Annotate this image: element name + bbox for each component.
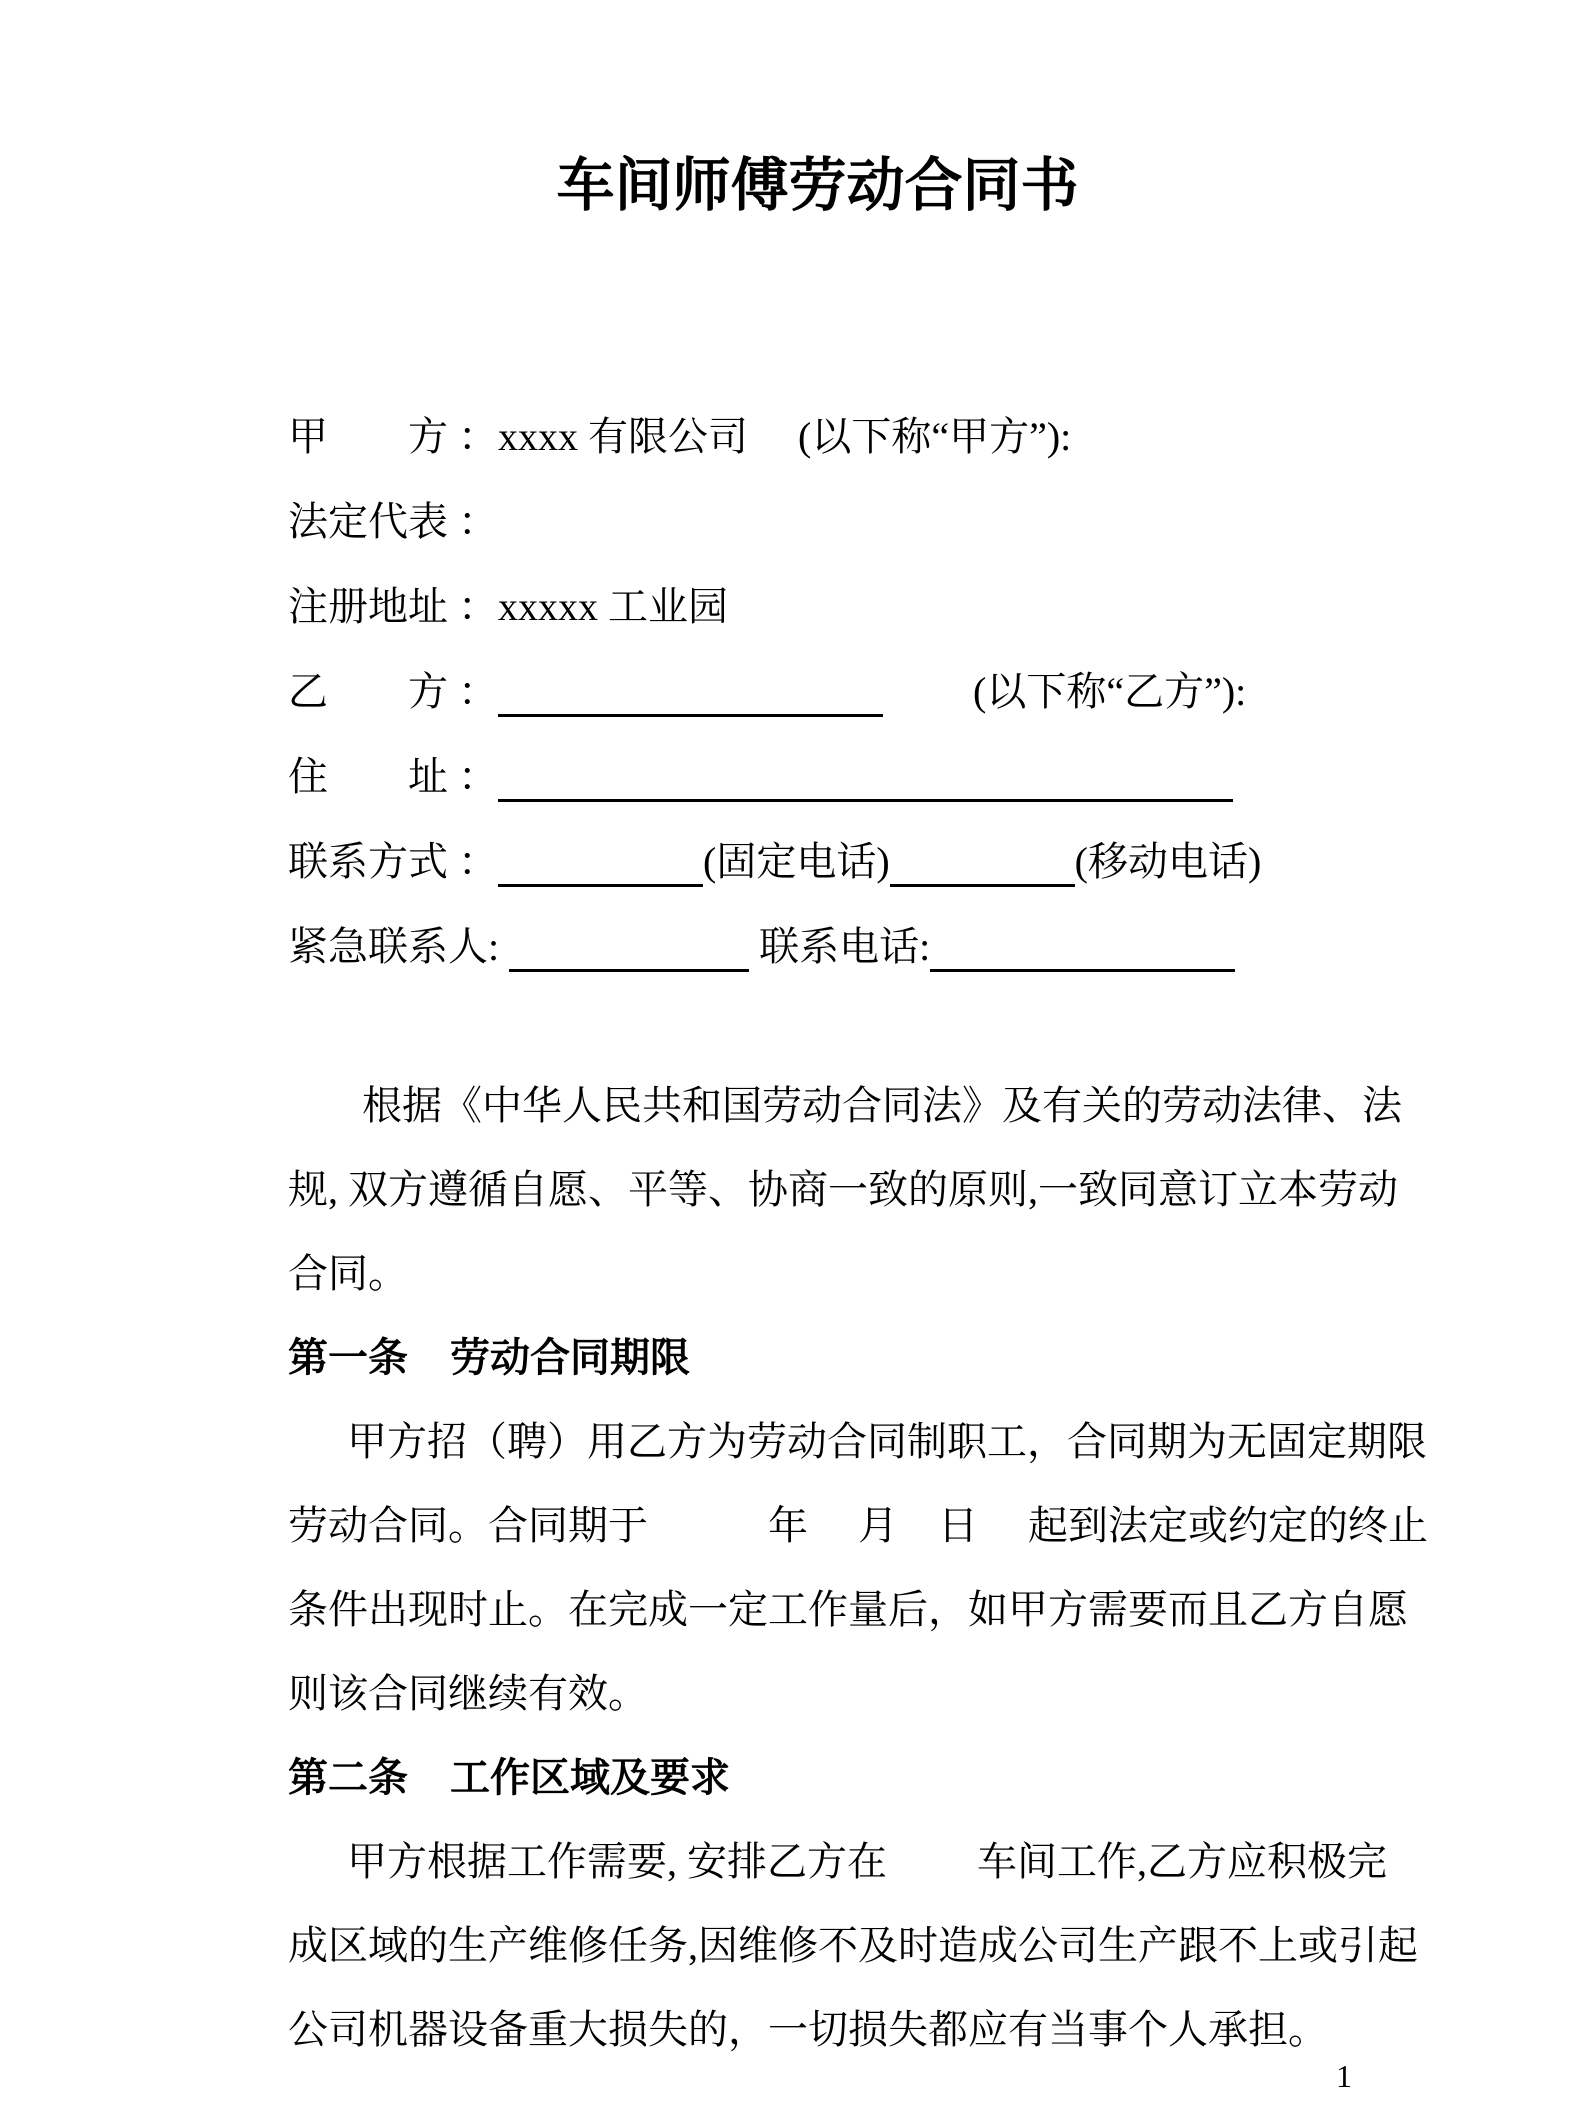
paragraph-line: 规, 双方遵循自愿、平等、协商一致的原则,一致同意订立本劳动: [288, 1167, 1398, 1212]
blank-field-underline: [498, 799, 1233, 802]
info-text: 联系电话:: [749, 924, 931, 969]
info-text: (移动电话): [1074, 839, 1262, 884]
clause-title: 工作区域及要求: [450, 1755, 730, 1800]
info-text: 乙 方 ：: [288, 669, 498, 714]
page-number: 1: [1336, 2058, 1352, 2094]
clause-heading: [288, 1316, 1347, 1400]
info-line: [288, 819, 1347, 904]
clause-number: 第二条: [288, 1755, 408, 1800]
info-text: 甲 方 ：xxxx 有限公司 (以下称“甲方”):: [288, 414, 1072, 459]
info-text: 联系方式 ：: [288, 839, 498, 884]
info-text: 注册地址 ：xxxxx 工业园: [288, 584, 728, 629]
info-text: (固定电话): [703, 839, 890, 884]
paragraph-line: 则该合同继续有效。: [288, 1671, 648, 1716]
paragraph-line: 劳动合同。合同期于 年 月 日 起到法定或约定的终止: [288, 1503, 1428, 1548]
info-text: 紧急联系人:: [288, 924, 510, 969]
info-line: [288, 479, 1347, 564]
info-text: 法定代表 ：: [288, 499, 498, 544]
paragraph: [288, 1820, 1418, 2072]
blank-field-underline: [930, 969, 1235, 972]
paragraph-line: 成区域的生产维修任务,因维修不及时造成公司生产跟不上或引起: [288, 1923, 1418, 1968]
paragraph-line: 甲方根据工作需要, 安排乙方在 车间工作,乙方应积极完: [347, 1839, 1387, 1884]
blank-field-underline: [498, 884, 703, 887]
info-line: [288, 734, 1347, 819]
document-title: 车间师傅劳动合同书: [556, 153, 1079, 218]
paragraph: [288, 1064, 1402, 1316]
paragraph-line: 条件出现时止。在完成一定工作量后，如甲方需要而且乙方自愿: [288, 1587, 1408, 1632]
paragraph-line: 公司机器设备重大损失的，一切损失都应有当事个人承担。: [288, 2007, 1328, 2052]
paragraph-line: 甲方招（聘）用乙方为劳动合同制职工，合同期为无固定期限: [347, 1419, 1427, 1464]
paragraph-line: 根据《中华人民共和国劳动合同法》及有关的劳动法律、法: [362, 1083, 1402, 1128]
info-text: (以下称“乙方”):: [883, 669, 1247, 714]
paragraph-line: 合同。: [288, 1251, 408, 1296]
blank-field-underline: [498, 714, 883, 717]
party-info-block: [288, 394, 1347, 989]
blank-field-underline: [509, 969, 749, 972]
info-line: [288, 649, 1347, 734]
info-line: [288, 564, 1347, 649]
clause-heading: [288, 1736, 1347, 1820]
clause-number: 第一条: [288, 1335, 408, 1380]
info-line: [288, 904, 1347, 989]
clause-title: 劳动合同期限: [450, 1335, 690, 1380]
paragraph: [288, 1400, 1428, 1736]
blank-field-underline: [890, 884, 1075, 887]
info-line: [288, 394, 1347, 479]
info-text: 住 址 ：: [288, 754, 498, 799]
contract-body: [288, 1064, 1428, 2072]
